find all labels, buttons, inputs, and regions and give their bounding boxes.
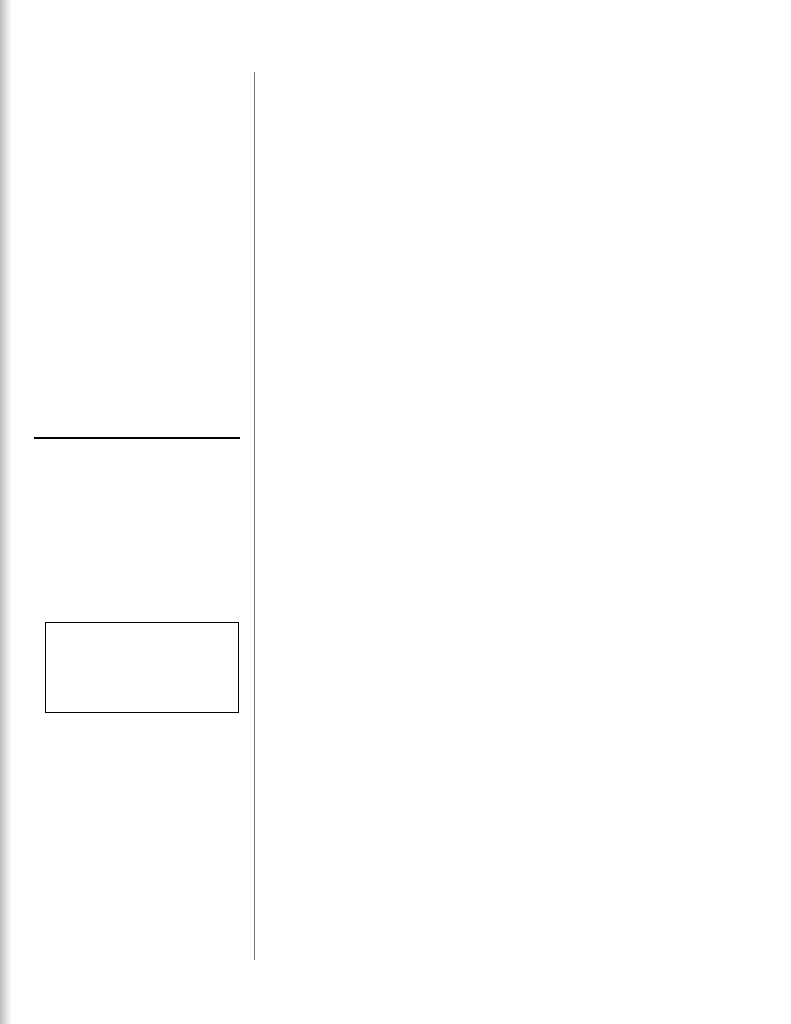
page-edge-shadow (0, 0, 11, 1024)
inservice-note (45, 622, 239, 713)
calendar-grid (254, 72, 475, 960)
calendar-legend (34, 437, 240, 439)
